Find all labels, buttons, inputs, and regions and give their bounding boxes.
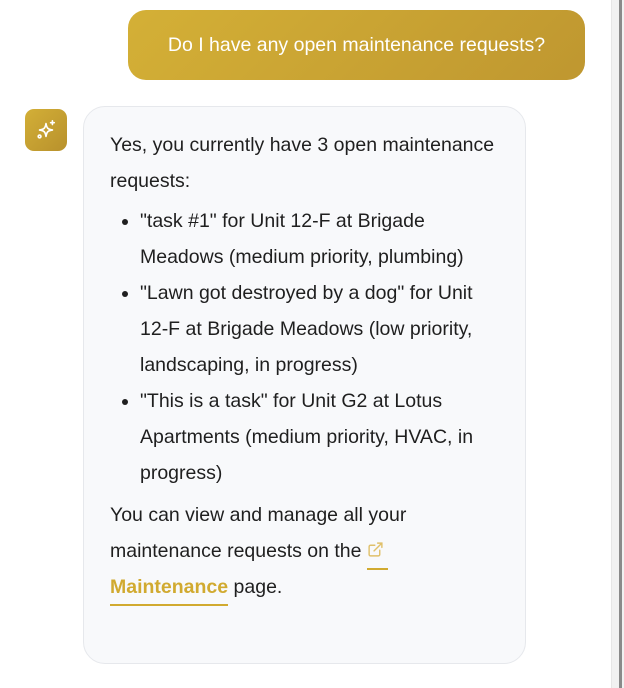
- list-item: • "task #1" for Unit 12-F at Brigade Meadows (medium priority, plumbing): [140, 203, 499, 275]
- assistant-outro: [110, 497, 499, 605]
- outro-suffix: page.: [233, 576, 283, 598]
- user-message-text: Do I have any open maintenance requests?: [167, 33, 546, 56]
- scrollbar[interactable]: [611, 0, 624, 688]
- external-link-icon: [367, 541, 384, 558]
- maintenance-link-label: Maintenance: [110, 576, 229, 598]
- user-message-bubble: [128, 10, 585, 80]
- assistant-intro: Yes, you currently have 3 open maintenance requests:: [110, 134, 495, 192]
- list-item: • "Lawn got destroyed by a dog" for Unit 12-F at Brigade Meadows (low priority, landscaping, in progress): [140, 275, 499, 383]
- scrollbar-thumb[interactable]: [619, 0, 622, 688]
- request-list: [110, 203, 499, 491]
- assistant-message-bubble: [83, 106, 526, 664]
- outro-prefix: You can view and manage all your maintenance requests on the: [110, 504, 407, 562]
- sparkles-icon: [35, 119, 57, 141]
- assistant-avatar: [25, 109, 67, 151]
- list-item: • "This is a task" for Unit G2 at Lotus Apartments (medium priority, HVAC, in progress): [140, 383, 499, 491]
